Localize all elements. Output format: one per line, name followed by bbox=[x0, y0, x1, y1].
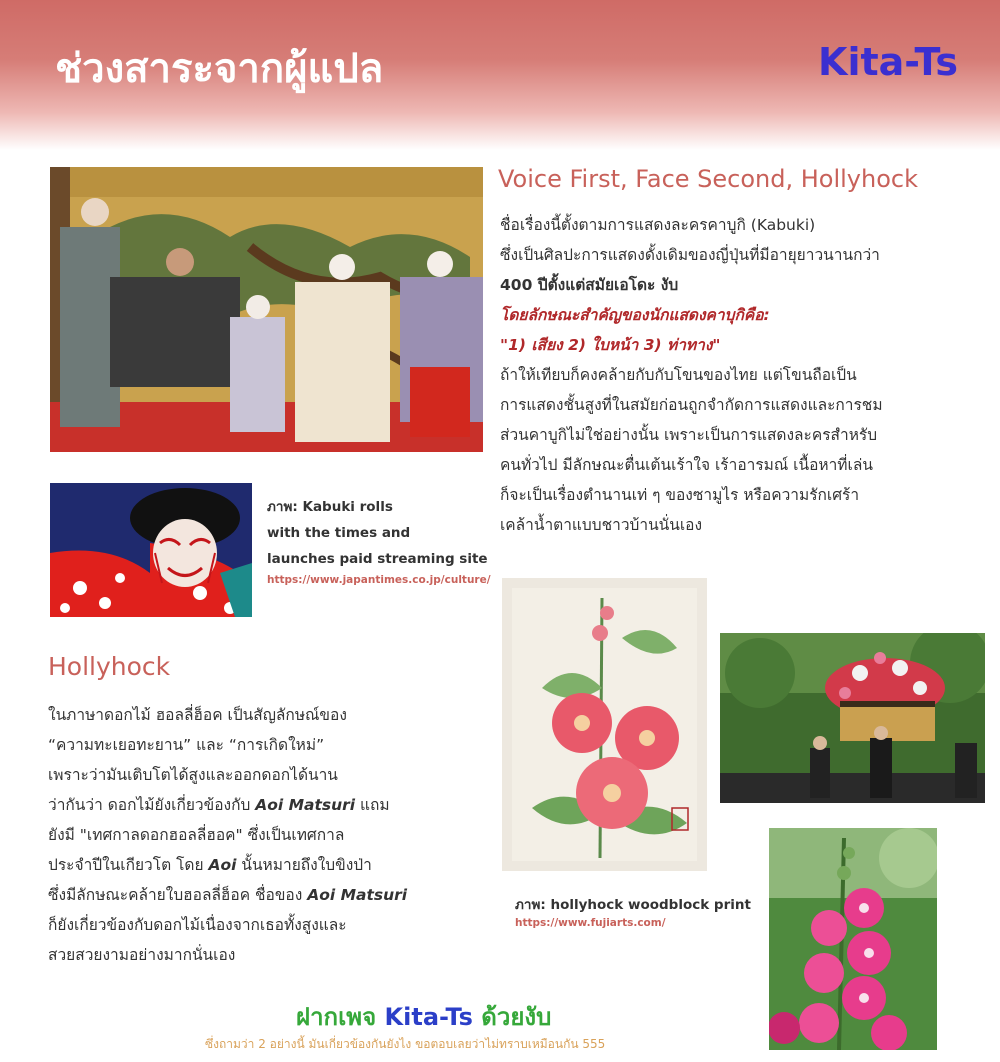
image-caption-woodblock bbox=[515, 895, 765, 931]
paragraph-line: “ความทะเยอทะยาน” และ “การเกิดใหม่” bbox=[48, 736, 325, 754]
highlight-line: "1) เสียง 2) ใบหน้า 3) ท่าทาง" bbox=[500, 336, 721, 354]
pink-hollyhock-photo bbox=[769, 828, 937, 1050]
paragraph-line: การแสดงชั้นสูงที่ในสมัยก่อนถูกจำกัดการแสดงและการชม bbox=[500, 396, 883, 414]
brand-logo-text: Kita-Ts bbox=[818, 40, 958, 84]
highlight-line: โดยลักษณะสำคัญของนักแสดงคาบุกิคือ: bbox=[500, 306, 770, 324]
paragraph-line: เพราะว่ามันเติบโตได้สูงและออกดอกได้นาน bbox=[48, 766, 338, 784]
section-body-hollyhock bbox=[48, 700, 488, 970]
paragraph-line bbox=[48, 850, 488, 880]
caption-line: ภาพ: hollyhock woodblock print bbox=[515, 897, 751, 913]
footer-text: ฝากเพจ bbox=[296, 1003, 385, 1031]
paragraph-line bbox=[48, 880, 488, 910]
paragraph-line: ยังมี "เทศกาลดอกฮอลลี่ฮอค" ซึ่งเป็นเทศกาล bbox=[48, 826, 345, 844]
text-run: แถม bbox=[355, 796, 390, 814]
paragraph-line: สวยสวยงามอย่างมากนั่นเอง bbox=[48, 946, 236, 964]
kabuki-stage-photo bbox=[50, 167, 483, 452]
footer-note: ซึ่งถามว่า 2 อย่างนี้ มันเกี่ยวข้องกันยังไง ขอตอบเลยว่าไม่ทราบเหมือนกัน 555 bbox=[205, 1037, 606, 1051]
caption-source-url[interactable]: https://www.fujiarts.com/ bbox=[515, 917, 666, 929]
text-run: ว่ากันว่า ดอกไม้ยังเกี่ยวข้องกับ bbox=[48, 796, 256, 814]
emphasis-aoi: Aoi bbox=[208, 856, 237, 874]
section-title-voice-first: Voice First, Face Second, Hollyhock bbox=[498, 165, 918, 193]
paragraph-line: ส่วนคาบูกิไม่ใช่อย่างนั้น เพราะเป็นการแสดงละครสำหรับ bbox=[500, 426, 878, 444]
paragraph-line: ในภาษาดอกไม้ ฮอลลี่ฮ็อค เป็นสัญลักษณ์ของ bbox=[48, 706, 347, 724]
section-body-kabuki bbox=[500, 210, 990, 540]
image-caption-kabuki bbox=[267, 494, 492, 588]
text-run: นั้นหมายถึงใบขิงป่า bbox=[236, 856, 372, 874]
paragraph-line: ก็จะเป็นเรื่องตำนานเท่ ๆ ของซามูไร หรือความรักเศร้า bbox=[500, 486, 860, 504]
paragraph-line: ชื่อเรื่องนี้ตั้งตามการแสดงละครคาบูกิ (Kabuki) bbox=[500, 216, 816, 234]
paragraph-line: ถ้าให้เทียบก็คงคล้ายกับกับโขนของไทย แต่โขนถือเป็น bbox=[500, 366, 857, 384]
kabuki-illustration bbox=[50, 483, 252, 617]
text-run: ซึ่งมีลักษณะคล้ายใบฮอลลี่ฮ็อค ชื่อของ bbox=[48, 886, 308, 904]
footer-brand[interactable]: Kita-Ts bbox=[384, 1003, 473, 1031]
paragraph-line bbox=[48, 790, 488, 820]
footer-text: ด้วยงับ bbox=[472, 1003, 552, 1031]
paragraph-line: ก็ยังเกี่ยวข้องกับดอกไม้เนื่องจากเธอทั้งสูงและ bbox=[48, 916, 347, 934]
caption-line: ภาพ: Kabuki rolls bbox=[267, 499, 393, 515]
caption-source-url[interactable]: https://www.japantimes.co.jp/culture/ bbox=[267, 574, 491, 586]
paragraph-line: 400 ปีตั้งแต่สมัยเอโดะ งับ bbox=[500, 276, 679, 294]
caption-line: launches paid streaming site bbox=[267, 551, 488, 567]
paragraph-line: คนทั่วไป มีลักษณะตื่นเต้นเร้าใจ เร้าอารมณ์ เนื้อหาที่เล่น bbox=[500, 456, 873, 474]
paragraph-line: เคล้าน้ำตาแบบชาวบ้านนั่นเอง bbox=[500, 516, 703, 534]
paragraph-line: ซึ่งเป็นศิลปะการแสดงดั้งเดิมของญี่ปุ่นที่มีอายุยาวนานกว่า bbox=[500, 246, 880, 264]
page-title: ช่วงสาระจากผู้แปล bbox=[55, 46, 384, 92]
emphasis-aoi-matsuri: Aoi Matsuri bbox=[307, 886, 408, 904]
section-title-hollyhock: Hollyhock bbox=[48, 652, 171, 681]
text-run: ประจำปีในเกียวโต โดย bbox=[48, 856, 209, 874]
caption-line: with the times and bbox=[267, 525, 411, 541]
hollyhock-woodblock-print bbox=[502, 578, 707, 871]
footer-follow-page bbox=[296, 997, 551, 1036]
emphasis-aoi-matsuri: Aoi Matsuri bbox=[255, 796, 356, 814]
page-header bbox=[0, 0, 1000, 150]
aoi-matsuri-festival-photo bbox=[720, 633, 985, 803]
